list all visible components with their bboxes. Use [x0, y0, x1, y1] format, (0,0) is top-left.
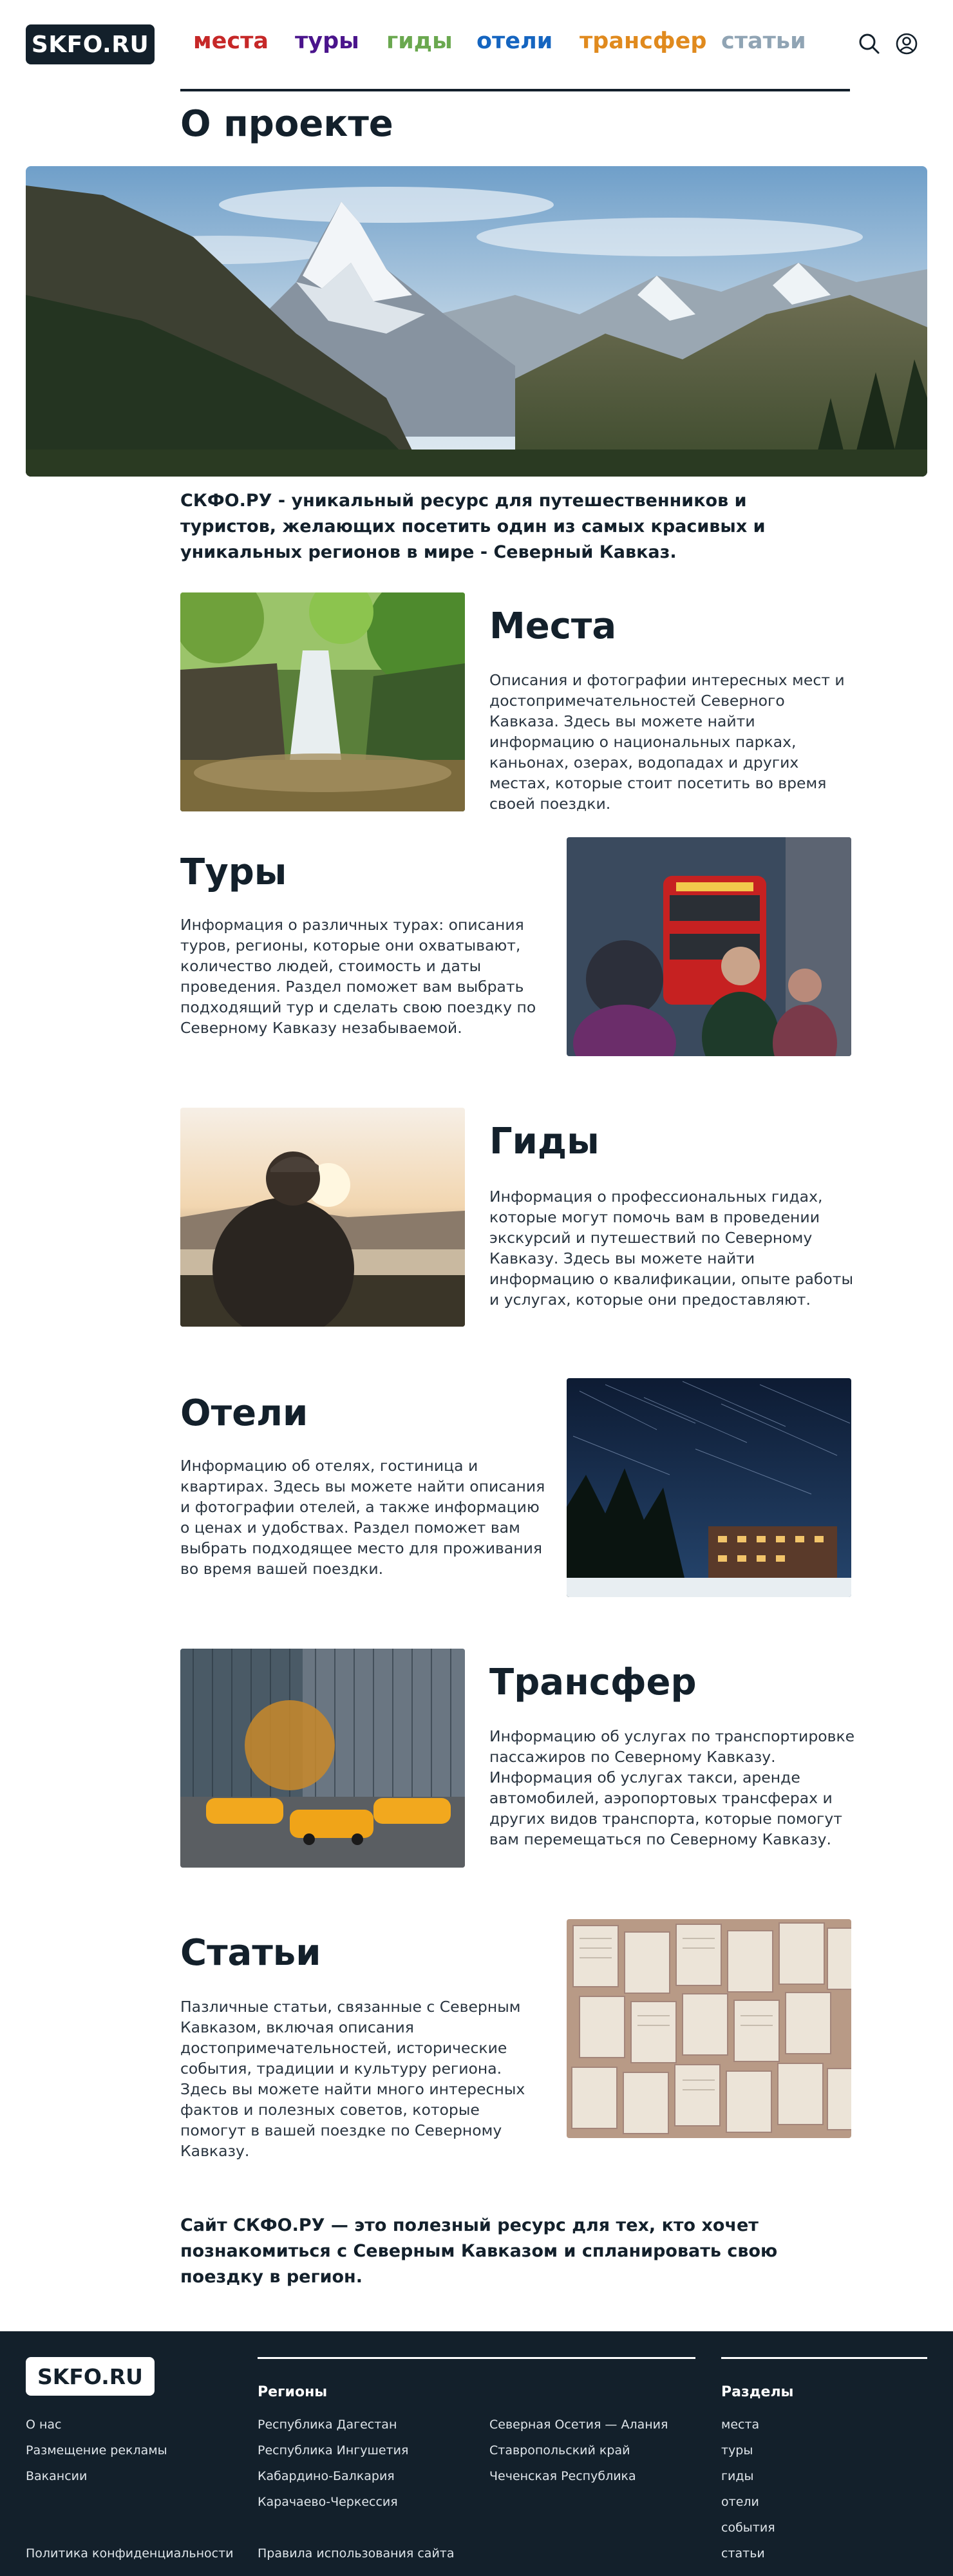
site-logo[interactable]: SKFO.RU: [26, 24, 155, 64]
section-title-mesta[interactable]: Места: [489, 605, 617, 647]
section-text-mesta: Описания и фотографии интересных мест и достопримечательностей Северного Кавказа. Здесь вы можете найти информацию о национальных парках, каньонах, озерах, водопадах и других местах, которые стоит посетить во время своей поездки.: [489, 671, 845, 813]
footer-region-link[interactable]: Республика Дагестан: [258, 2418, 397, 2432]
section-image-tury[interactable]: [567, 837, 851, 1056]
search-icon[interactable]: [858, 32, 881, 55]
footer-region-link[interactable]: Карачаево-Черкессия: [258, 2495, 398, 2509]
section-text-transfer: Информацию об услугах по транспортировке пассажиров по Северному Кавказу. Информация об услугах такси, аренде автомобилей, аэропортовых трансферах и других видов транспорта, которые помогут вам перемещаться по Северному Кавказу.: [489, 1727, 855, 1848]
section-title-stati[interactable]: Статьи: [180, 1932, 321, 1974]
section-image-mesta[interactable]: [180, 592, 465, 811]
user-icon[interactable]: [895, 32, 918, 55]
nav-gidy[interactable]: гиды: [386, 28, 453, 54]
footer-region-link[interactable]: Кабардино-Балкария: [258, 2469, 395, 2483]
section-title-oteli[interactable]: Отели: [180, 1392, 308, 1434]
section-title-tury[interactable]: Туры: [180, 851, 287, 893]
nav-tury[interactable]: туры: [295, 28, 359, 54]
header-divider: [180, 89, 850, 91]
section-image-gidy[interactable]: [180, 1108, 465, 1327]
footer-sections-title: Разделы: [721, 2384, 794, 2400]
footer-section-link[interactable]: события: [721, 2521, 775, 2535]
section-text-gidy: Информация о профессиональных гидах, которые могут помочь вам в проведении экскурсий и путешествий по Северному Кавказу. Здесь вы можете найти информацию о квалификации, опыте работы и услугах, которые они предоставляют.: [489, 1188, 854, 1309]
footer-link-about[interactable]: О нас: [26, 2418, 62, 2432]
footer-privacy-link[interactable]: Политика конфиденциальности: [26, 2546, 234, 2561]
section-image-stati[interactable]: [567, 1919, 851, 2138]
nav-oteli[interactable]: отели: [476, 28, 553, 54]
site-footer: [0, 2331, 953, 2576]
footer-logo[interactable]: SKFO.RU: [26, 2357, 155, 2396]
footer-link-ads[interactable]: Размещение рекламы: [26, 2443, 167, 2458]
footer-section-link[interactable]: статьи: [721, 2546, 765, 2561]
section-image-transfer[interactable]: [180, 1649, 465, 1868]
page-title: О проекте: [180, 103, 393, 145]
footer-sections-divider: [721, 2357, 927, 2359]
footer-section-link[interactable]: гиды: [721, 2469, 754, 2483]
nav-stati[interactable]: статьи: [721, 28, 806, 54]
nav-mesta[interactable]: места: [193, 28, 269, 54]
outro-text: Сайт СКФО.РУ — это полезный ресурс для тех, кто хочет познакомиться с Северным Кавказом и спланировать свою поездку в регион.: [180, 2215, 778, 2287]
footer-section-link[interactable]: отели: [721, 2495, 759, 2509]
footer-section-link[interactable]: туры: [721, 2443, 753, 2458]
section-text-stati: Пазличные статьи, связанные с Северным Кавказом, включая описания достопримечательностей, исторические события, традиции и культуру региона. Здесь вы можете найти много интересных фактов и полезных советов, которые помогут в вашей поездке по Северному Кавказу.: [180, 1998, 525, 2160]
footer-regions-title: Регионы: [258, 2384, 328, 2400]
section-image-oteli[interactable]: [567, 1378, 851, 1597]
footer-region-link[interactable]: Ставропольский край: [489, 2443, 630, 2458]
nav-transfer[interactable]: трансфер: [580, 28, 707, 54]
section-title-transfer[interactable]: Трансфер: [489, 1662, 697, 1703]
footer-section-link[interactable]: места: [721, 2418, 760, 2432]
footer-regions-divider: [258, 2357, 695, 2359]
site-header: [0, 0, 953, 90]
footer-region-link[interactable]: Северная Осетия — Алания: [489, 2418, 668, 2432]
section-text-oteli: Информацию об отелях, гостиница и квартирах. Здесь вы можете найти описания и фотографии отелей, а также информацию о ценах и удобствах. Раздел поможет вам выбрать подходящее место для проживания во время вашей поездки.: [180, 1457, 545, 1578]
footer-terms-link[interactable]: Правила использования сайта: [258, 2546, 455, 2561]
section-text-tury: Информация о различных турах: описания туров, регионы, которые они охватывают, количество людей, стоимость и даты проведения. Раздел поможет вам выбрать подходящий тур и сделать свою поездку по Северному Кавказу незабываемой.: [180, 916, 536, 1037]
footer-region-link[interactable]: Чеченская Республика: [489, 2469, 636, 2483]
intro-text: СКФО.РУ - уникальный ресурс для путешественников и туристов, желающих посетить один из самых красивых и уникальных регионов в мире - Северный Кавказ.: [180, 491, 766, 562]
footer-region-link[interactable]: Республика Ингушетия: [258, 2443, 409, 2458]
hero-mountain-image: [26, 166, 927, 477]
footer-link-jobs[interactable]: Вакансии: [26, 2469, 88, 2483]
section-title-gidy[interactable]: Гиды: [489, 1121, 599, 1162]
